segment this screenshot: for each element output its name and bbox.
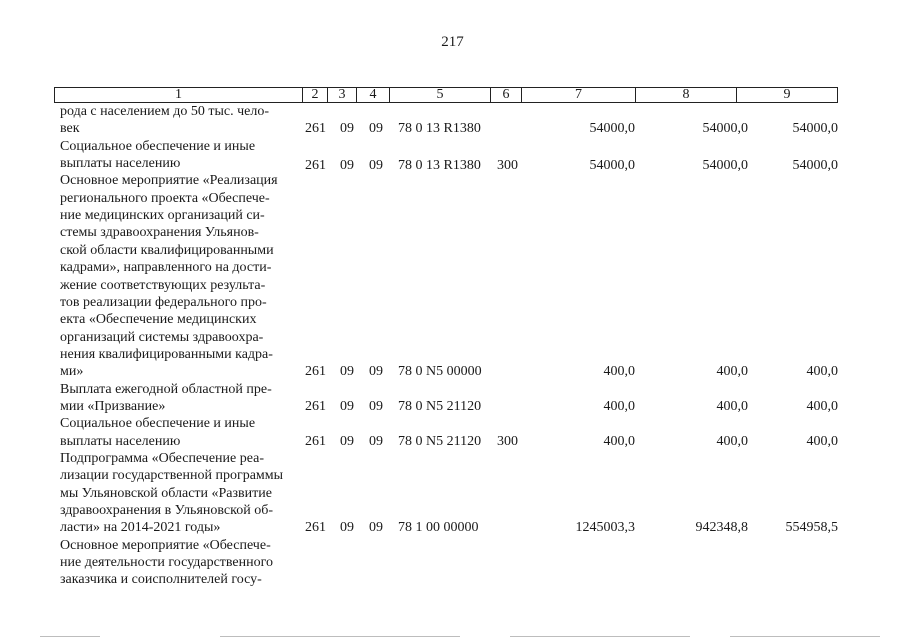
description-line: мы Ульяновской области «Развитие (60, 485, 272, 501)
amount-col9-cell: 400,0 (806, 398, 838, 414)
subchapter-code-cell: 09 (369, 364, 383, 380)
description-line: Основное мероприятие «Реализация (60, 173, 278, 189)
amount-col7-cell: 400,0 (603, 364, 635, 380)
expense-type-cell: 300 (497, 433, 518, 449)
subchapter-code-cell: 09 (369, 158, 383, 174)
amount-col8-cell: 400,0 (716, 398, 748, 414)
header-col-7: 7 (521, 88, 635, 102)
subchapter-code-cell: 09 (369, 433, 383, 449)
scan-artifact (40, 636, 100, 637)
section-code-cell: 261 (305, 520, 326, 536)
chapter-code-cell: 09 (340, 520, 354, 536)
section-code-cell: 261 (305, 158, 326, 174)
amount-col8-cell: 54000,0 (702, 121, 748, 137)
amount-col9-cell: 400,0 (806, 364, 838, 380)
subchapter-code-cell: 09 (369, 398, 383, 414)
description-line: здравоохранения в Ульяновской об- (60, 503, 273, 519)
description-line: жение соответствующих результа- (60, 277, 266, 293)
subchapter-code-cell: 09 (369, 121, 383, 137)
page-number: 217 (441, 34, 464, 50)
amount-col9-cell: 54000,0 (792, 121, 838, 137)
description-line: организаций системы здравоохра- (60, 329, 264, 345)
expense-type-cell: 300 (497, 158, 518, 174)
description-line: Социальное обеспечение и иные (60, 416, 256, 432)
amount-col8-cell: 942348,8 (695, 520, 748, 536)
description-line: кадрами», направленного на дости- (60, 260, 272, 276)
section-code-cell: 261 (305, 364, 326, 380)
amount-col7-cell: 400,0 (603, 433, 635, 449)
description-line: лизации государственной программы (60, 468, 284, 484)
scan-artifact (510, 636, 690, 637)
amount-col7-cell: 54000,0 (589, 158, 635, 174)
scan-artifact (730, 636, 880, 637)
description-line: Подпрограмма «Обеспечение реа- (60, 451, 265, 466)
amount-col9-cell: 554958,5 (785, 520, 838, 536)
amount-col7-cell: 400,0 (603, 398, 635, 414)
amount-col8-cell: 400,0 (716, 433, 748, 449)
description-line: заказчика и соисполнителей госу- (60, 572, 262, 588)
description-line: выплаты населению (60, 156, 181, 172)
description-line: нения квалифицированными кадра- (60, 346, 273, 362)
target-article-cell: 78 0 N5 21120 (398, 398, 482, 414)
description-line: ласти» на 2014-2021 годы» (60, 520, 221, 536)
header-col-3: 3 (327, 88, 356, 102)
section-code-cell: 261 (305, 398, 326, 414)
target-article-cell: 78 0 13 R1380 (398, 158, 481, 174)
header-col-8: 8 (635, 88, 736, 102)
description-line: ние медицинских организаций си- (60, 208, 265, 224)
description-line: век (60, 121, 80, 137)
chapter-code-cell: 09 (340, 364, 354, 380)
description-line: Основное мероприятие «Обеспече- (60, 537, 271, 553)
chapter-code-cell: 09 (340, 433, 354, 449)
description-line: ние деятельности государственного (60, 555, 274, 571)
header-col-5: 5 (389, 88, 490, 102)
target-article-cell: 78 1 00 00000 (398, 520, 479, 536)
amount-col8-cell: 54000,0 (702, 158, 748, 174)
description-line: тов реализации федерального про- (60, 294, 267, 310)
amount-col9-cell: 400,0 (806, 433, 838, 449)
section-code-cell: 261 (305, 121, 326, 137)
chapter-code-cell: 09 (340, 121, 354, 137)
header-col-1: 1 (175, 87, 182, 102)
amount-col7-cell: 1245003,3 (575, 520, 635, 536)
description-line: екта «Обеспечение медицинских (60, 312, 257, 328)
amount-col7-cell: 54000,0 (589, 121, 635, 137)
subchapter-code-cell: 09 (369, 520, 383, 536)
description-line: рода с населением до 50 тыс. чело- (60, 104, 269, 119)
description-line: Социальное обеспечение и иные (60, 138, 256, 154)
header-col-6: 6 (490, 88, 521, 102)
target-article-cell: 78 0 N5 21120 (398, 433, 482, 449)
chapter-code-cell: 09 (340, 158, 354, 174)
section-code-cell: 261 (305, 433, 326, 449)
scan-artifact (220, 636, 460, 637)
description-line: мии «Призвание» (60, 398, 166, 414)
amount-col9-cell: 54000,0 (792, 158, 838, 174)
chapter-code-cell: 09 (340, 398, 354, 414)
table-header-row (54, 87, 838, 103)
target-article-cell: 78 0 N5 00000 (398, 364, 482, 380)
description-line: ми» (60, 364, 84, 380)
header-col-2: 2 (302, 88, 327, 102)
amount-col8-cell: 400,0 (716, 364, 748, 380)
description-line: стемы здравоохранения Ульянов- (60, 225, 259, 241)
description-line: регионального проекта «Обеспече- (60, 190, 270, 206)
header-col-4: 4 (356, 88, 389, 102)
description-line: Выплата ежегодной областной пре- (60, 381, 272, 397)
description-line: выплаты населению (60, 433, 181, 449)
header-col-9: 9 (736, 88, 837, 102)
description-line: ской области квалифицированными (60, 242, 274, 258)
target-article-cell: 78 0 13 R1380 (398, 121, 481, 137)
